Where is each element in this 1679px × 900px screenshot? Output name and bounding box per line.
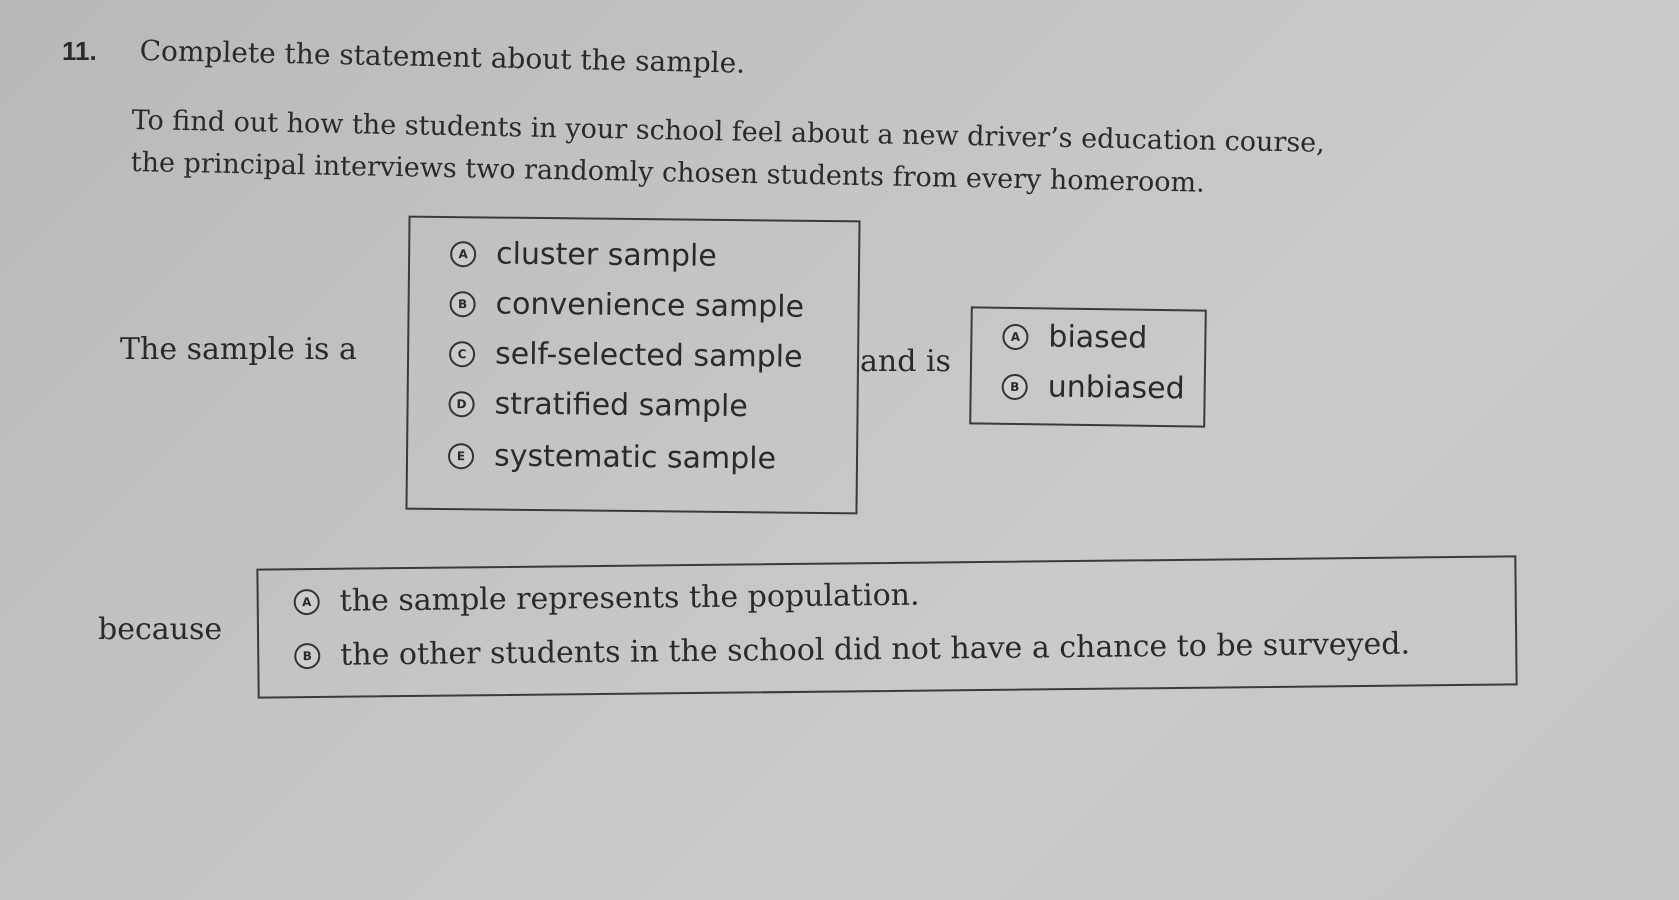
scenario-line-1: To find out how the students in your school feel about a new driver’s education course, xyxy=(131,104,1326,159)
option-b-bubble-icon: B xyxy=(449,291,475,317)
option-label: stratified sample xyxy=(494,386,748,425)
option-c-bubble-icon: C xyxy=(449,341,475,367)
option-a-bubble-icon: A xyxy=(1002,323,1028,349)
bias-option-unbiased[interactable] xyxy=(1001,369,1184,407)
option-b-bubble-icon: B xyxy=(294,642,320,668)
reason-option-no-chance[interactable] xyxy=(294,627,1410,674)
option-label: systematic sample xyxy=(493,438,777,477)
scenario-text xyxy=(130,100,1481,210)
question-number: 11. xyxy=(62,36,97,66)
sample-option-stratified[interactable] xyxy=(448,386,748,424)
option-label: the sample represents the population. xyxy=(339,577,920,619)
sample-option-systematic[interactable] xyxy=(448,438,776,476)
sample-type-box xyxy=(405,216,860,515)
bias-box xyxy=(969,306,1207,427)
option-label: cluster sample xyxy=(495,236,717,274)
option-label: convenience sample xyxy=(495,286,805,325)
bias-option-biased[interactable] xyxy=(1002,319,1147,356)
sentence-lead-because: because xyxy=(98,612,223,647)
option-label: the other students in the school did not have a chance to be surveyed. xyxy=(340,626,1411,673)
reason-box xyxy=(256,555,1517,698)
reason-option-represents[interactable] xyxy=(294,578,920,620)
option-label: unbiased xyxy=(1047,369,1185,407)
scenario-line-2: the principal interviews two randomly chosen students from every homeroom. xyxy=(130,146,1205,199)
question-title: Complete the statement about the sample. xyxy=(139,34,746,80)
sample-option-cluster[interactable] xyxy=(450,236,717,274)
option-a-bubble-icon: A xyxy=(450,241,476,267)
sample-option-self-selected[interactable] xyxy=(449,336,803,375)
sentence-lead-and-is: and is xyxy=(860,344,951,379)
option-a-bubble-icon: A xyxy=(294,588,320,614)
option-label: self-selected sample xyxy=(494,336,803,375)
option-e-bubble-icon: E xyxy=(448,443,474,469)
sentence-lead-sample: The sample is a xyxy=(120,332,357,367)
option-label: biased xyxy=(1048,319,1148,356)
option-b-bubble-icon: B xyxy=(1002,373,1028,399)
option-d-bubble-icon: D xyxy=(448,391,474,417)
sample-option-convenience[interactable] xyxy=(449,286,804,325)
